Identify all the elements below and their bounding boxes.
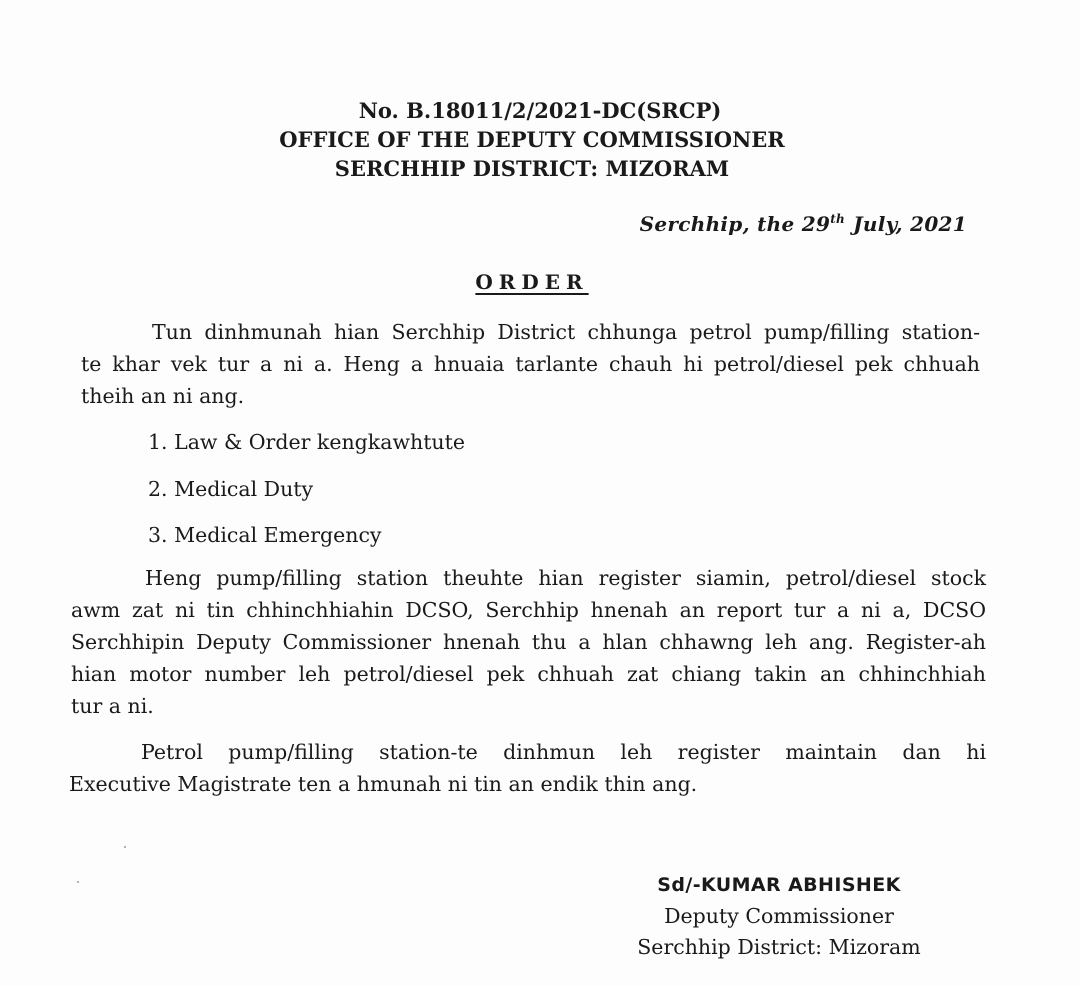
paragraph-line: Petrol pump/filling station-te dinhmun leh register maintain dan hi — [141, 740, 986, 764]
paragraph-line: Executive Magistrate ten a hmunah ni tin an endik thin ang. — [69, 772, 698, 796]
district-name: SERCHHIP DISTRICT: MIZORAM — [334, 156, 730, 181]
dateline-ordinal-suffix: th — [830, 212, 846, 226]
paragraph-register — [71, 562, 986, 722]
signatory-name: Sd/-KUMAR ABHISHEK — [657, 874, 901, 896]
list-item: 3. Medical Emergency — [148, 523, 382, 547]
paragraph-line: Tun dinhmunah hian Serchhip District chhunga petrol pump/filling station- — [152, 320, 980, 344]
signatory-district: Serchhip District: Mizoram — [637, 935, 921, 959]
office-name: OFFICE OF THE DEPUTY COMMISSIONER — [279, 127, 785, 152]
dateline-month-year: July, 2021 — [853, 212, 967, 236]
dateline-prefix: Serchhip, the 29 — [639, 212, 831, 236]
paragraph-line: Serchhipin Deputy Commissioner hnenah thu a hlan chhawng leh ang. Register-ah — [71, 630, 986, 654]
order-title: ORDER — [475, 270, 589, 294]
reference-number: No. B.18011/2/2021-DC(SRCP) — [358, 98, 722, 123]
paragraph-intro — [81, 316, 980, 412]
scan-speck — [124, 846, 126, 848]
dateline — [640, 212, 967, 236]
paragraph-line: awm zat ni tin chhinchhiahin DCSO, Serchhip hnenah an report tur a ni a, DCSO — [71, 598, 986, 622]
signatory-designation: Deputy Commissioner — [664, 904, 894, 928]
paragraph-inspection — [69, 736, 986, 800]
list-item: 1. Law & Order kengkawhtute — [148, 430, 465, 454]
paragraph-line: hian motor number leh petrol/diesel pek chhuah zat chiang takin an chhinchhiah — [71, 662, 986, 686]
scan-speck — [77, 881, 79, 883]
paragraph-line: tur a ni. — [71, 694, 154, 718]
paragraph-line: theih an ni ang. — [81, 384, 245, 408]
paragraph-line: te khar vek tur a ni a. Heng a hnuaia tarlante chauh hi petrol/diesel pek chhuah — [81, 352, 980, 376]
list-item: 2. Medical Duty — [148, 477, 314, 501]
paragraph-line: Heng pump/filling station theuhte hian register siamin, petrol/diesel stock — [145, 566, 986, 590]
